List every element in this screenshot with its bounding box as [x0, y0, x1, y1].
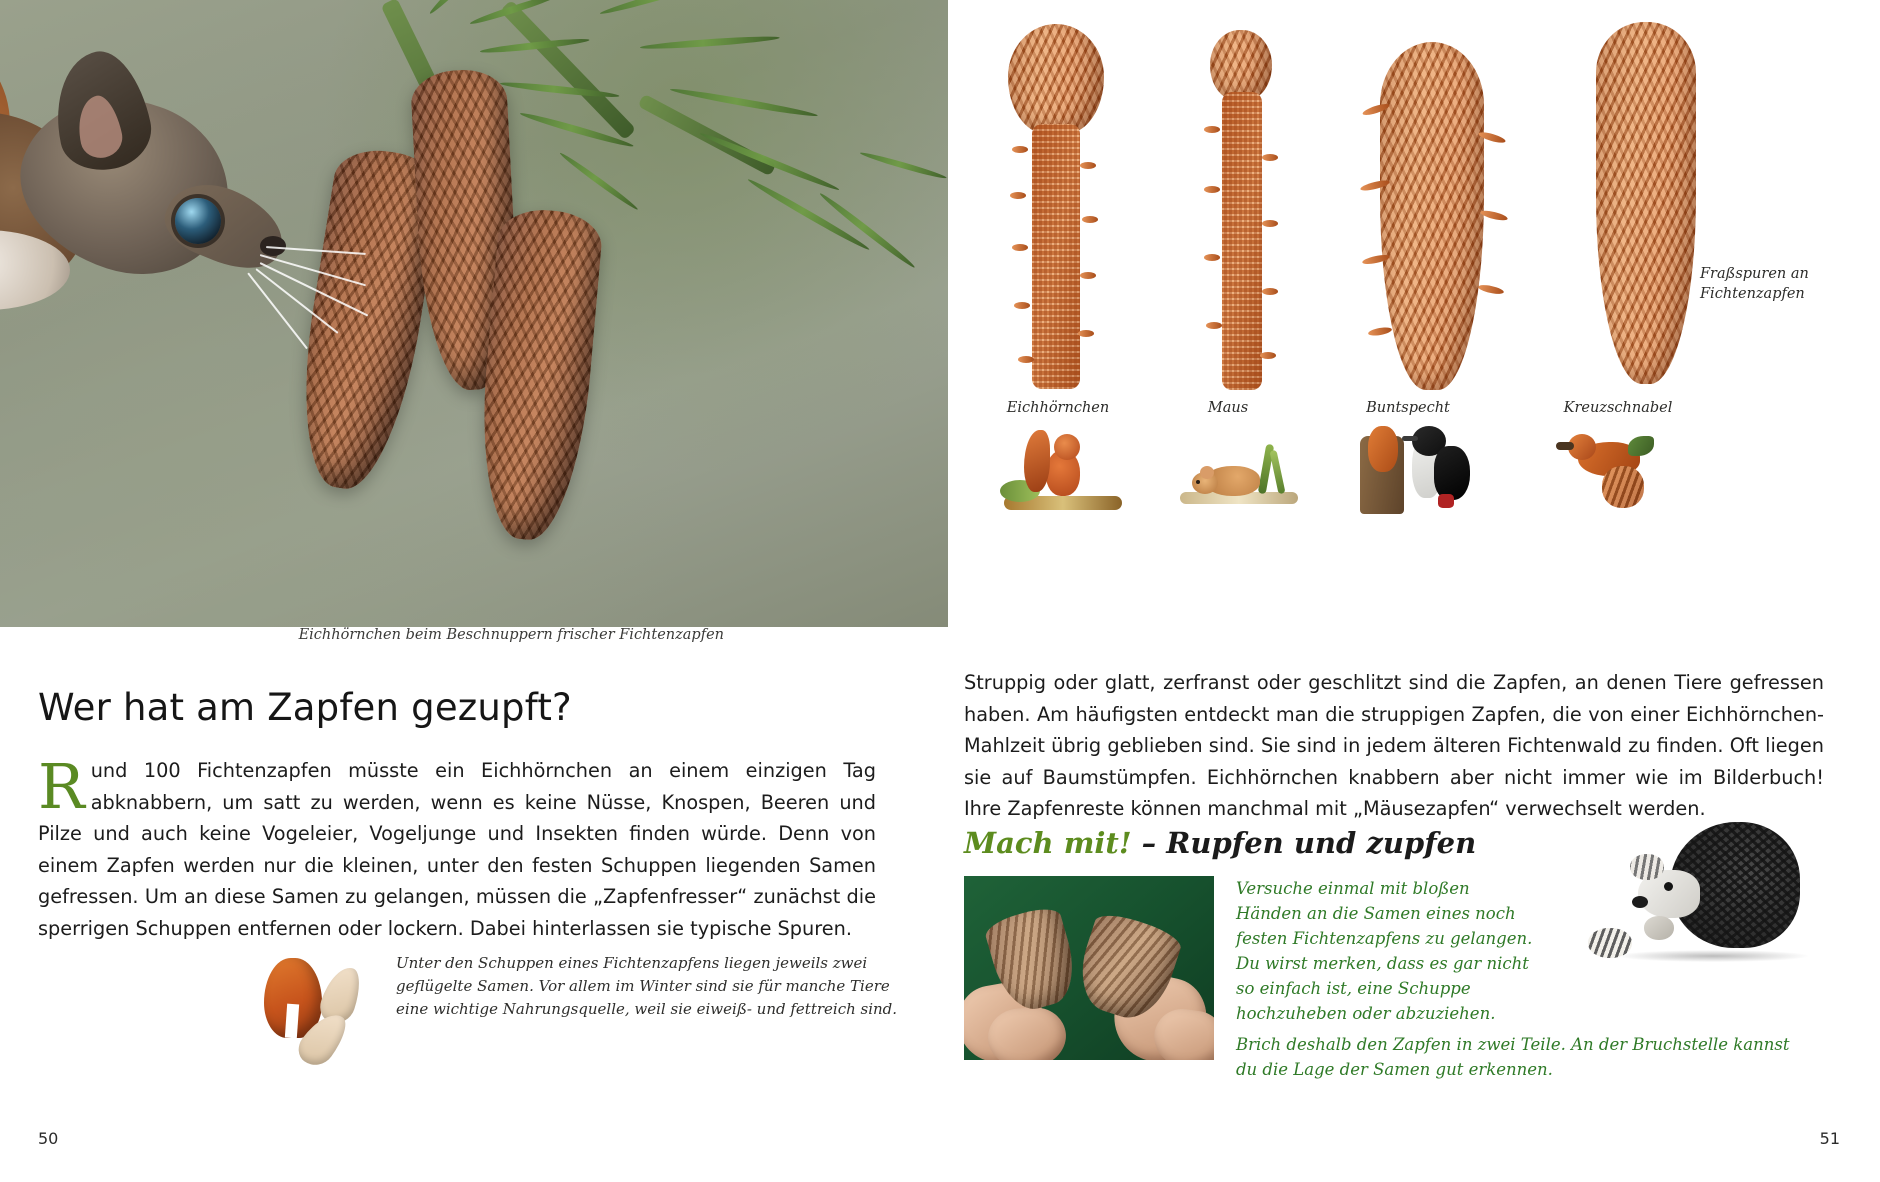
cone-held: [1602, 466, 1644, 508]
cone-tuft: [1262, 288, 1278, 295]
cone-tuft: [1262, 220, 1278, 227]
right-body-paragraph: Struppig oder glatt, zerfranst oder geschlitzt sind die Zapfen, an denen Tiere gefressen haben. Am häufigsten entdeckt man die struppigen Zapfen, die von einer Eichhörnchen-Mahlzeit übrig geblieben sind. Sie sind in jedem älteren Fichtenwald zu finden. Oft liegen sie auf Baumstümpfen. Eichhörnchen knabbern aber nicht immer wie im Bilderbuch! Ihre Zapfenreste können manchmal mit „Mäusezapfen“ verwechselt werden.: [964, 671, 1824, 821]
cone-tuft: [1206, 322, 1222, 329]
drop-cap: R: [38, 750, 85, 823]
cone-frayed-scale: [1478, 283, 1505, 295]
activity-heading-green: Mach mit!: [964, 826, 1132, 860]
crossbill-icon-illustration: [1544, 420, 1694, 516]
squirrel-eye: [175, 198, 221, 244]
cone-shaft: [1222, 92, 1262, 390]
squirrel-head: [1054, 434, 1080, 460]
body-paragraph-text: und 100 Fichtenzapfen müsste ein Eichhörnchen an einem einzigen Tag abknabbern, um satt zu werden, wenn es keine Nüsse, Knospen, Beeren und Pilze und auch keine Vogeleier, Vogeljunge und Insekten finden würde. Denn von einem Zapfen werden nur die kleinen, unter den festen Schuppen liegenden Samen gefressen. Um an diese Samen zu gelangen, müssen die „Zapfenfresser“ zunächst die sperrigen Schuppen entfernen oder lockern. Dabei hinterlassen sie typische Spuren.: [38, 759, 876, 940]
cone-tuft: [1204, 254, 1220, 261]
cone-tuft: [1010, 192, 1026, 199]
cone-tuft: [1260, 352, 1276, 359]
woodpecker-icon-illustration: [1350, 416, 1500, 516]
mouse-eye: [1196, 480, 1200, 484]
page-number-left: 50: [38, 1129, 59, 1148]
cone-on-stump: [1368, 426, 1398, 472]
squirrel-photo: [0, 0, 948, 627]
mouse-ear: [1200, 466, 1214, 479]
cone-shaft: [1032, 124, 1080, 389]
woodpecker-wing: [1434, 446, 1470, 500]
woodpecker-red-patch: [1438, 494, 1454, 508]
cone-tuft: [1080, 272, 1096, 279]
cone-body: [1380, 42, 1484, 390]
hero-photo-caption: Eichhörnchen beim Beschnuppern frischer Fichtenzapfen: [298, 627, 724, 643]
mouse-icon-illustration: [1176, 432, 1306, 514]
woodpecker-beak: [1402, 436, 1418, 441]
cone-specimen-crossbill: [1548, 18, 1728, 388]
cone-tuft: [1078, 330, 1094, 337]
cone-specimen-woodpecker: [1338, 42, 1528, 392]
cone-specimen-squirrel: [968, 20, 1148, 390]
hands-cone-photo: [964, 876, 1214, 1060]
cone-frayed-scale: [1480, 209, 1509, 223]
cone-head: [1210, 30, 1272, 100]
ground-shadow: [1618, 950, 1808, 962]
cone-head: [1008, 24, 1104, 134]
cone-tuft: [1012, 146, 1028, 153]
cone-tuft: [1012, 244, 1028, 251]
cone-tuft: [1204, 186, 1220, 193]
left-text-block: [38, 686, 910, 944]
cone-label-woodpecker: Buntspecht: [1366, 400, 1450, 416]
activity-heading-rest: – Rupfen und zupfen: [1131, 826, 1477, 860]
cone-scale-notch: [285, 1004, 299, 1039]
page-number-right: 51: [1819, 1129, 1840, 1148]
cone-frayed-scale: [1368, 326, 1393, 337]
cone-label-crossbill: Kreuzschnabel: [1563, 400, 1673, 416]
right-page: [948, 0, 1880, 1182]
cone-tuft: [1080, 162, 1096, 169]
cone-label-squirrel: Eichhörnchen: [1006, 400, 1110, 416]
cone-label-mouse: Maus: [1207, 400, 1249, 416]
squirrel-illustration: [0, 40, 380, 340]
activity-text-1: Versuche einmal mit bloßen Händen an die Samen eines noch festen Fichtenzapfens zu gelangen. Du wirst merken, dass es gar nicht so einfach ist, eine Schuppe hochzuheben oder abzuziehen.: [1236, 879, 1533, 1023]
cone-on-ground: [1588, 928, 1632, 958]
cone-held-by-hedgehog: [1630, 854, 1664, 880]
squirrel-tail: [1024, 430, 1050, 492]
activity-heading: [964, 826, 1476, 860]
cone-scale-with-seeds-illustration: [250, 952, 370, 1062]
cone-tuft: [1014, 302, 1030, 309]
crossbill-beak: [1556, 442, 1574, 450]
cone-tuft: [1018, 356, 1034, 363]
page-title: Wer hat am Zapfen gezupft?: [38, 686, 572, 729]
seed-caption-block: [250, 952, 910, 1062]
cone-tuft: [1262, 154, 1278, 161]
spruce-sprig: [1628, 436, 1654, 456]
hedgehog-nose: [1632, 896, 1648, 908]
body-paragraph: [38, 750, 876, 944]
figure-side-caption: Fraßspuren an Fichtenzapfen: [1700, 266, 1809, 302]
cone-body: [1596, 22, 1696, 384]
hedgehog-paw: [1644, 916, 1674, 940]
activity-text-2: Brich deshalb den Zapfen in zwei Teile. An der Bruchstelle kannst du die Lage der Samen gut erkennen.: [1236, 1035, 1790, 1079]
hedgehog-eye: [1664, 882, 1673, 891]
gnawed-cones-figure: [948, 0, 1880, 470]
grass-blade: [1270, 450, 1286, 494]
hedgehog-illustration: [1578, 800, 1838, 990]
seed-caption-text: Unter den Schuppen eines Fichtenzapfens liegen jeweils zwei geflügelte Samen. Vor allem im Winter sind sie für manche Tiere eine wichtige Nahrungsquelle, weil sie eiweiß- und fettreich sind.: [396, 954, 898, 1018]
cone-specimen-mouse: [1158, 30, 1318, 390]
squirrel-icon-illustration: [994, 424, 1134, 514]
cone-tuft: [1204, 126, 1220, 133]
cone-tuft: [1082, 216, 1098, 223]
